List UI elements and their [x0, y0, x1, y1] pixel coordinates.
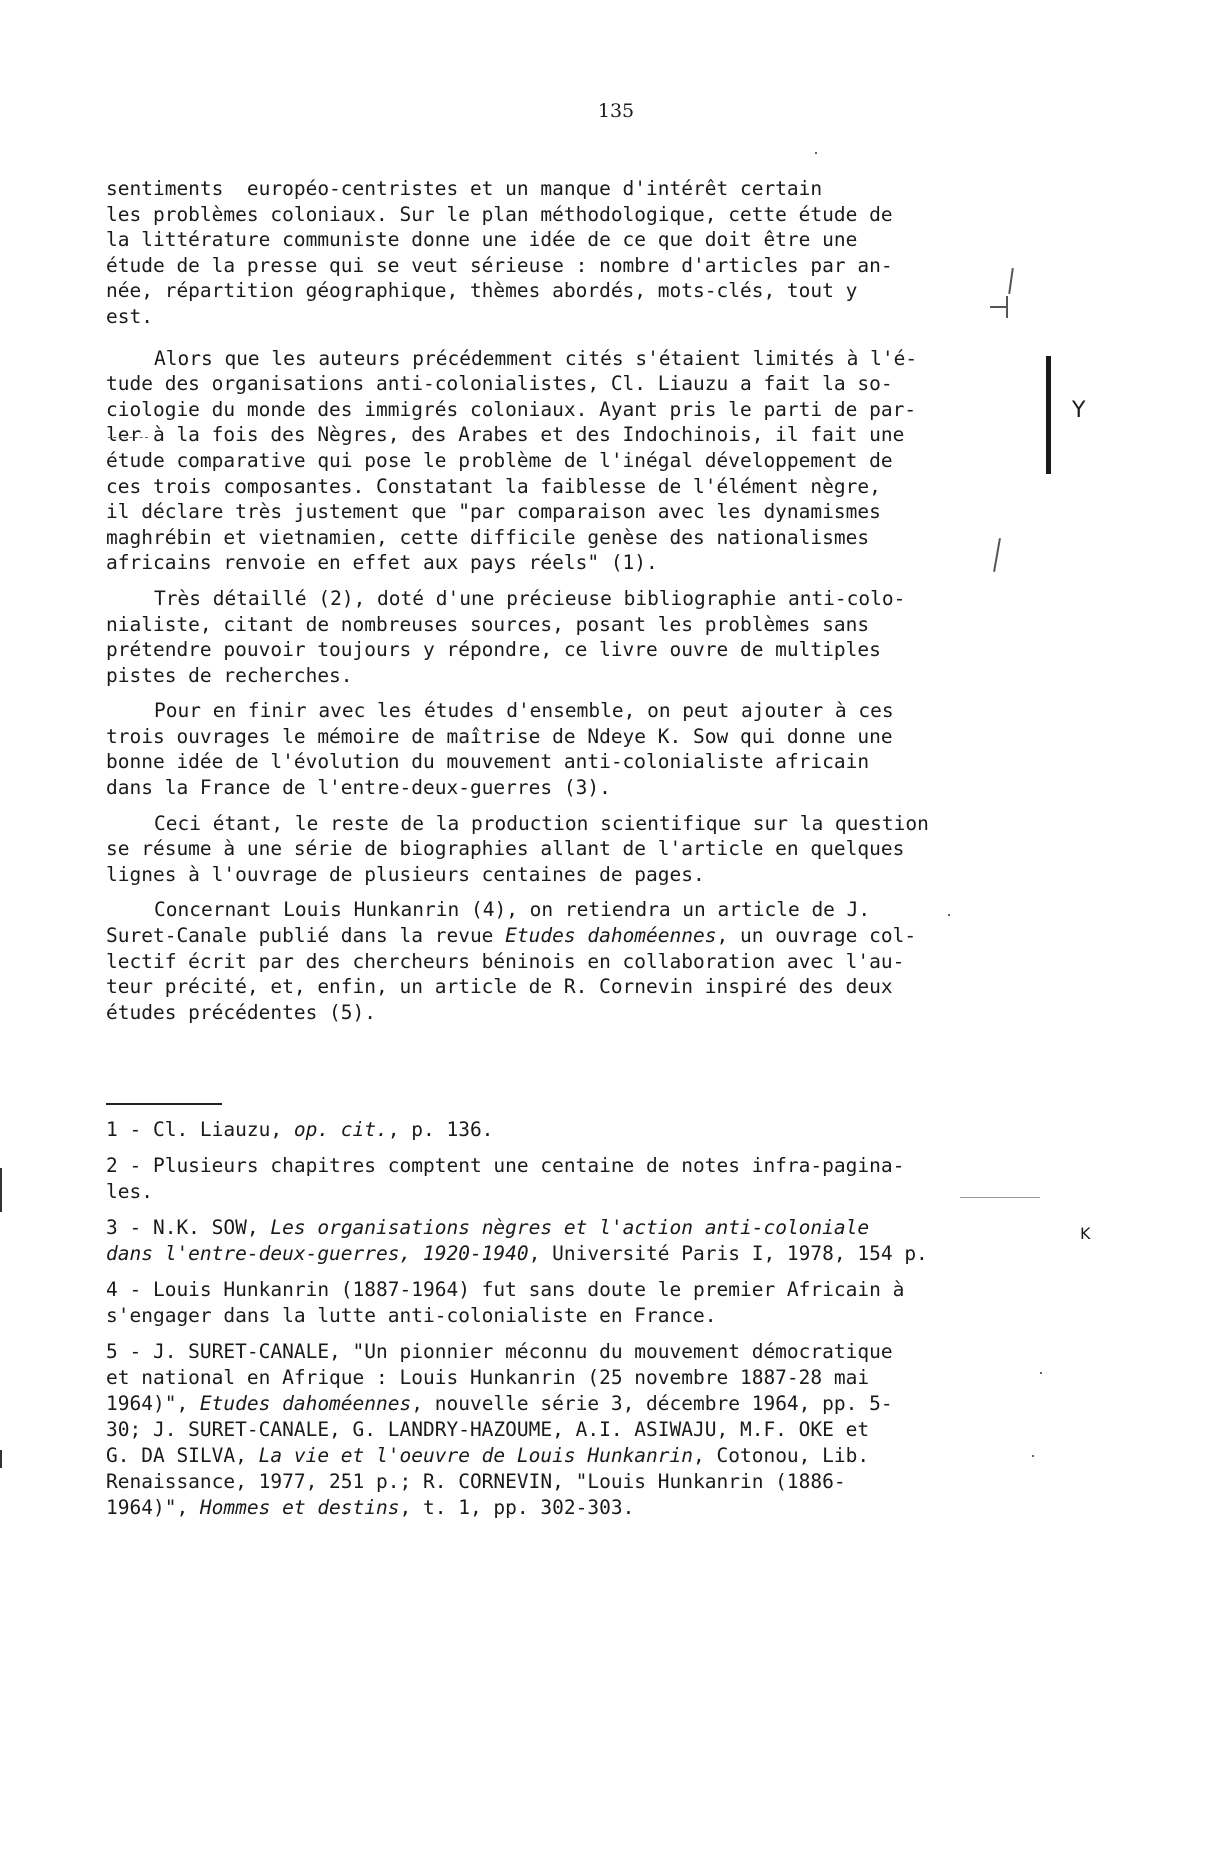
text-line: 4 - Louis Hunkanrin (1887-1964) fut sans doute le premier Africain à	[106, 1278, 905, 1301]
text-line: Très détaillé (2), doté d'une précieuse bibliographie anti-colo-	[154, 586, 906, 610]
paragraph-6	[106, 897, 1026, 1025]
text-run: G. DA SILVA,	[106, 1444, 259, 1467]
text-line: Alors que les auteurs précédemment cités s'étaient limités à l'é-	[154, 346, 918, 370]
text-line: nialiste, citant de nombreuses sources, posant les problèmes sans	[106, 612, 870, 636]
footnote-3	[106, 1215, 1046, 1267]
text-line: ler à la fois des Nègres, des Arabes et des Indochinois, il fait une	[106, 423, 905, 447]
paragraph-2	[106, 346, 1026, 576]
text-line: 30; J. SURET-CANALE, G. LANDRY-HAZOUME, A.I. ASIWAJU, M.F. OKE et	[106, 1418, 870, 1441]
text-run: 1964)",	[106, 1392, 200, 1415]
text-line	[106, 1215, 1046, 1241]
italic-run: Hommes et destins	[199, 1496, 400, 1519]
page-number: 135	[597, 100, 635, 122]
text-line: ces trois composantes. Constatant la faiblesse de l'élément nègre,	[106, 474, 881, 498]
text-run: , Université Paris I, 1978, 154 p.	[528, 1242, 928, 1265]
text-line: pistes de recherches.	[106, 663, 353, 687]
body-text	[106, 176, 1026, 1035]
paragraph-3	[106, 586, 1026, 688]
text-line: sentiments européo-centristes et un manque d'intérêt certain	[106, 177, 823, 200]
journal-title: Etudes dahoméennes	[505, 924, 717, 948]
text-line: s'engager dans la lutte anti-colonialiste en France.	[106, 1304, 717, 1327]
scan-edge-mark	[0, 1450, 2, 1468]
text-line	[106, 1117, 1046, 1143]
footnote-5	[106, 1339, 1046, 1521]
text-line: 2 - Plusieurs chapitres comptent une centaine de notes infra-pagina-	[106, 1154, 905, 1177]
text-run: , t. 1, pp. 302-303.	[399, 1496, 635, 1519]
text-line: lignes à l'ouvrage de plusieurs centaines de pages.	[106, 862, 705, 886]
scan-edge-mark	[0, 1168, 2, 1212]
text-line: tude des organisations anti-colonialistes, Cl. Liauzu a fait la so-	[106, 372, 893, 396]
text-line: teur précité, et, enfin, un article de R. Cornevin inspiré des deux	[106, 975, 893, 999]
text-line: africains renvoie en effet aux pays réels" (1).	[106, 551, 658, 575]
text-run: , nouvelle série 3, décembre 1964, pp. 5-	[411, 1392, 893, 1415]
pencil-stroke	[108, 437, 148, 439]
text-line	[106, 1495, 1046, 1521]
scan-speck	[815, 152, 817, 154]
margin-mark-y: Y	[1072, 398, 1086, 423]
text-run: , p. 136.	[387, 1118, 494, 1141]
text-line: étude de la presse qui se veut sérieuse : nombre d'articles par an-	[106, 253, 893, 277]
paragraph-5	[106, 811, 1026, 888]
paragraph-1	[106, 176, 1026, 330]
footnote-separator	[106, 1103, 222, 1105]
footnote-1	[106, 1117, 1046, 1143]
text-run: Suret-Canale publié dans la revue	[106, 924, 506, 948]
text-line: il déclare très justement que "par comparaison avec les dynamismes	[106, 500, 881, 524]
text-line: est.	[106, 304, 153, 328]
text-line: les.	[106, 1180, 153, 1203]
italic-run: dans l'entre-deux-guerres, 1920-1940	[106, 1242, 529, 1265]
italic-run: La vie et l'oeuvre de Louis Hunkanrin	[258, 1444, 694, 1467]
text-line: études précédentes (5).	[106, 1000, 377, 1024]
margin-bar-mark	[1046, 356, 1051, 474]
text-line: Pour en finir avec les études d'ensemble, on peut ajouter à ces	[154, 699, 894, 723]
footnote-2	[106, 1153, 1046, 1205]
text-line: la littérature communiste donne une idée de ce que doit être une	[106, 228, 858, 252]
pencil-stroke	[960, 1197, 1040, 1198]
paragraph-4	[106, 698, 1026, 800]
text-line	[106, 1241, 1046, 1267]
text-line: maghrébin et vietnamien, cette difficile genèse des nationalismes	[106, 525, 870, 549]
italic-run: Les organisations nègres et l'action anti-coloniale	[270, 1216, 870, 1239]
margin-mark-k: K	[1080, 1224, 1091, 1243]
text-line: ciologie du monde des immigrés coloniaux. Ayant pris le parti de par-	[106, 397, 917, 421]
text-line: Concernant Louis Hunkanrin (4), on retiendra un article de J.	[154, 898, 871, 922]
text-line: née, répartition géographique, thèmes abordés, mots-clés, tout y	[106, 279, 858, 303]
pencil-stroke	[990, 306, 1008, 308]
text-line: lectif écrit par des chercheurs béninois en collaboration avec l'au-	[106, 949, 905, 973]
text-run: , un ouvrage col-	[716, 924, 917, 948]
scan-speck	[948, 914, 950, 916]
text-run: 1964)",	[106, 1496, 200, 1519]
text-line: Renaissance, 1977, 251 p.; R. CORNEVIN, "Louis Hunkanrin (1886-	[106, 1470, 846, 1493]
text-line: les problèmes coloniaux. Sur le plan méthodologique, cette étude de	[106, 202, 893, 226]
text-line: trois ouvrages le mémoire de maîtrise de Ndeye K. Sow qui donne une	[106, 724, 893, 748]
scan-speck	[1040, 1372, 1042, 1374]
text-run: 1 - Cl. Liauzu,	[106, 1118, 294, 1141]
text-line: Ceci étant, le reste de la production scientifique sur la question	[154, 811, 929, 835]
text-line	[106, 923, 1026, 949]
text-run: 3 - N.K. SOW,	[106, 1216, 271, 1239]
italic-run: op. cit.	[293, 1118, 388, 1141]
text-line: 5 - J. SURET-CANALE, "Un pionnier méconnu du mouvement démocratique	[106, 1340, 893, 1363]
text-line: étude comparative qui pose le problème de l'inégal développement de	[106, 448, 893, 472]
text-line	[106, 1443, 1046, 1469]
text-line	[106, 1391, 1046, 1417]
scan-speck	[1032, 1455, 1034, 1457]
italic-run: Etudes dahoméennes	[199, 1392, 412, 1415]
text-line: bonne idée de l'évolution du mouvement anti-colonialiste africain	[106, 750, 870, 774]
footnotes	[106, 1117, 1046, 1531]
footnote-4	[106, 1277, 1046, 1329]
text-run: , Cotonou, Lib.	[693, 1444, 870, 1467]
text-line: dans la France de l'entre-deux-guerres (3).	[106, 776, 611, 800]
text-line: et national en Afrique : Louis Hunkanrin (25 novembre 1887-28 mai	[106, 1366, 870, 1389]
text-line: prétendre pouvoir toujours y répondre, ce livre ouvre de multiples	[106, 638, 881, 662]
text-line: se résume à une série de biographies allant de l'article en quelques	[106, 837, 905, 861]
